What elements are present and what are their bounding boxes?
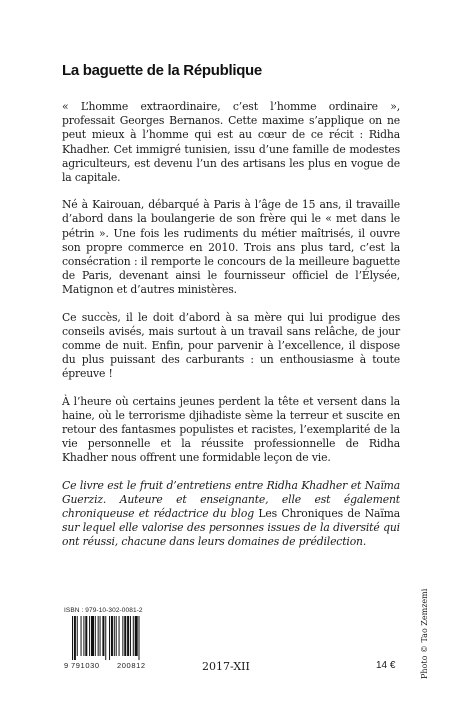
barcode-bar (95, 616, 96, 656)
edition-code: 2017-XII (202, 660, 250, 673)
barcode-bar (133, 616, 134, 656)
barcode-bar (139, 616, 140, 660)
barcode-right-group: 200812 (117, 661, 146, 670)
barcode-bar (102, 616, 104, 656)
barcode-bar (74, 616, 76, 660)
paragraph-context: À l’heure où certains jeunes perdent la tête et versent dans la haine, où le terrorisme djihadiste sème la terreur et suscite en retour des fantasmes populistes et racistes, l’exemplarité de la vie personnelle et la réussite professionnelle de Ridha Khadher nous offrent une formidable leçon de vie. (62, 394, 400, 465)
back-cover-text (62, 100, 400, 563)
barcode-bar (109, 616, 110, 660)
barcode-bar (105, 616, 106, 660)
barcode-left-group: 791030 (71, 661, 100, 670)
barcode-bar (127, 616, 129, 656)
barcode-bar (100, 616, 101, 656)
barcode-bar (98, 616, 99, 656)
barcode-bar (77, 616, 78, 656)
barcode-bar (72, 616, 73, 660)
blog-name: Les Chroniques de Naïma (258, 507, 400, 521)
barcode-block (64, 607, 164, 671)
photo-credit: Photo © Tao Zemzemi (420, 588, 429, 679)
paragraph-intro: « L’homme extraordinaire, c’est l’homme ordinaire », professait Georges Bernanos. Cette maxime s’applique on ne peut mieux à l’homme qui est au cœur de ce récit : Ridha Khadher. Cet immigré tunisien, issu d’une famille de modestes agriculteurs, est devenu l’un des artisans les plus en vogue de la capitale. (62, 100, 400, 185)
price: 14 € (376, 660, 396, 671)
barcode-bar (81, 616, 82, 656)
barcode-bar (111, 616, 113, 656)
barcode-bar (122, 616, 123, 656)
barcode-bar (114, 616, 115, 656)
author-note-part1: Ce livre est le fruit d’entretiens entre Ridha Khadher et Naïma Guerziz. Auteure et enseignante, elle est également chroniqueuse et rédactrice du blog (62, 478, 400, 521)
barcode-bar (124, 616, 126, 656)
barcode-bar (119, 616, 120, 656)
barcode-digits (64, 661, 164, 670)
barcode-bar (116, 616, 117, 656)
barcode-bar (135, 616, 138, 656)
barcode-bar (85, 616, 87, 656)
barcode-first-digit: 9 (64, 661, 69, 670)
paragraph-author-note (62, 479, 400, 550)
barcode-bar (91, 616, 94, 656)
paragraph-biography: Né à Kairouan, débarqué à Paris à l’âge de 15 ans, il travaille d’abord dans la boulangerie de son frère qui le « met dans le pétrin ». Une fois les rudiments du métier maîtrisés, il ouvre son propre commerce en 2010. Trois ans plus tard, c’est la consécration : il remporte le concours de la meilleure baguette de Paris, devenant ainsi le fournisseur officiel de l’Élysée, Matignon et d’autres ministères. (62, 198, 400, 297)
barcode-bar (89, 616, 90, 656)
isbn-label: ISBN : 979-10-302-0081-2 (64, 607, 143, 614)
barcode-bar (130, 616, 131, 656)
barcode-bars (64, 616, 164, 660)
book-title: La baguette de la République (62, 62, 262, 79)
author-note-part2: sur lequel elle valorise des personnes issues de la diversité qui ont réussi, chacune dans leurs domaines de prédilection. (62, 521, 400, 549)
barcode-bar (83, 616, 84, 656)
paragraph-success: Ce succès, il le doit d’abord à sa mère qui lui prodigue des conseils avisés, mais surtout à un travail sans relâche, de jour comme de nuit. Enfin, pour parvenir à l’excellence, il dispose du plus puissant des carburants : un enthousiasme à toute épreuve ! (62, 310, 400, 381)
